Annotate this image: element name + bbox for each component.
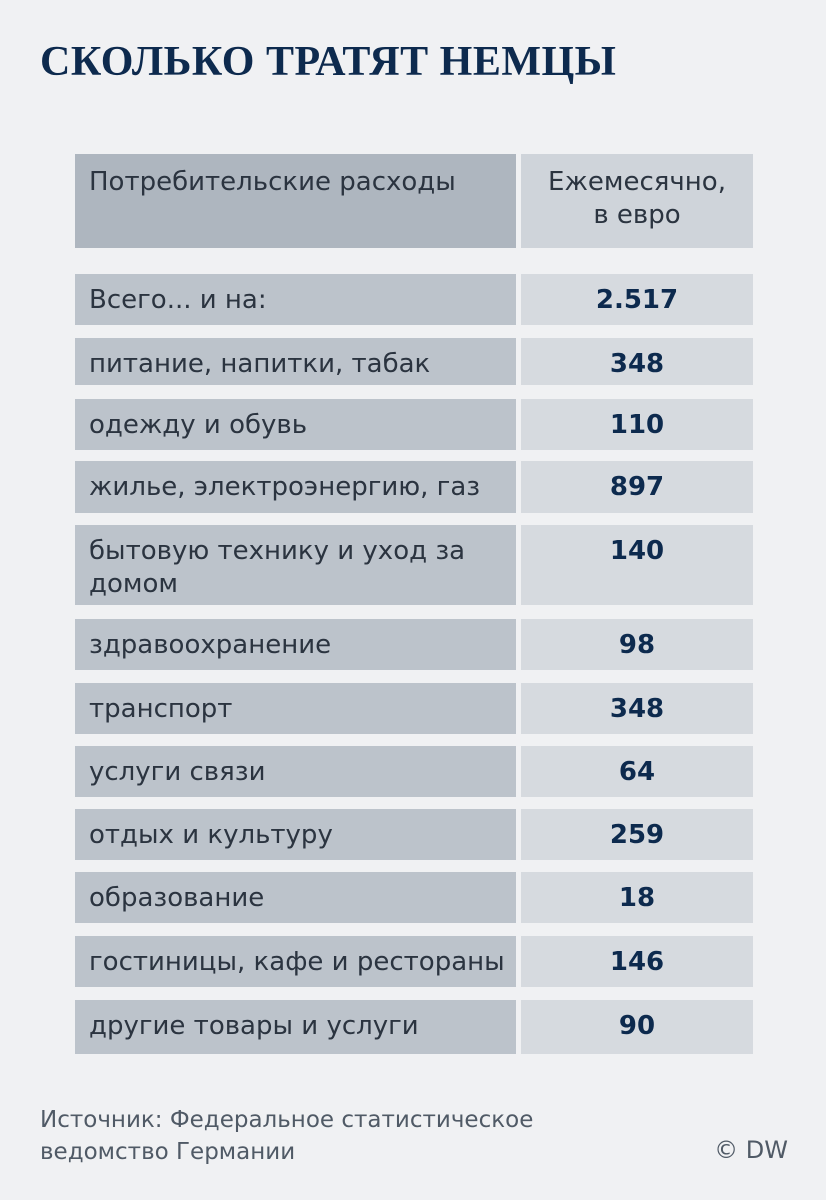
table-row xyxy=(75,619,753,670)
header-value-line-1: Ежемесячно, xyxy=(548,167,726,197)
value-cell xyxy=(521,338,753,385)
value-label: 2.517 xyxy=(595,285,679,315)
value-label: 18 xyxy=(618,883,656,913)
value-label: 140 xyxy=(609,536,665,566)
value-label: 98 xyxy=(618,630,656,660)
category-cell xyxy=(75,274,516,325)
value-label: 897 xyxy=(609,472,665,502)
copyright: © DW xyxy=(714,1136,788,1164)
category-label: жилье, электроэнергию, газ xyxy=(89,472,481,502)
value-cell xyxy=(521,461,753,513)
table-row xyxy=(75,274,753,325)
category-cell xyxy=(75,872,516,923)
header-category-cell xyxy=(75,154,516,248)
category-cell xyxy=(75,399,516,450)
table-row xyxy=(75,399,753,450)
value-label: 64 xyxy=(618,757,656,787)
category-cell xyxy=(75,683,516,734)
category-label: услуги связи xyxy=(89,757,266,787)
source-note: Источник: Федеральное статистическое ведомство Германии xyxy=(40,1107,534,1165)
table-row xyxy=(75,525,753,605)
table-row xyxy=(75,1000,753,1054)
value-cell xyxy=(521,274,753,325)
value-cell xyxy=(521,525,753,605)
category-label: Всего... и на: xyxy=(89,285,267,315)
page-title: СКОЛЬКО ТРАТЯТ НЕМЦЫ xyxy=(40,39,617,85)
table-row xyxy=(75,338,753,385)
category-cell xyxy=(75,525,516,605)
value-cell xyxy=(521,872,753,923)
header-value-cell xyxy=(521,154,753,248)
value-label: 259 xyxy=(609,820,665,850)
category-cell xyxy=(75,1000,516,1054)
category-cell xyxy=(75,809,516,860)
header-value-label xyxy=(521,154,753,232)
value-cell xyxy=(521,746,753,797)
category-cell xyxy=(75,619,516,670)
category-label: бытовую технику и уход за домом xyxy=(89,536,466,599)
value-label: 348 xyxy=(609,694,665,724)
header-category-label: Потребительские расходы xyxy=(89,167,456,197)
category-cell xyxy=(75,936,516,987)
value-cell xyxy=(521,936,753,987)
table-row xyxy=(75,746,753,797)
category-label: гостиницы, кафе и рестораны xyxy=(89,947,505,977)
category-label: другие товары и услуги xyxy=(89,1011,419,1041)
category-label: транспорт xyxy=(89,694,233,724)
value-cell xyxy=(521,809,753,860)
table-row xyxy=(75,809,753,860)
category-cell xyxy=(75,746,516,797)
category-label: здравоохранение xyxy=(89,630,332,660)
category-label: отдых и культуру xyxy=(89,820,333,850)
header-value-line-2: в евро xyxy=(593,200,681,230)
value-cell xyxy=(521,1000,753,1054)
table-header xyxy=(75,154,753,248)
table-row xyxy=(75,461,753,513)
category-label: одежду и обувь xyxy=(89,410,308,440)
category-label: питание, напитки, табак xyxy=(89,349,431,379)
table-row xyxy=(75,936,753,987)
category-cell xyxy=(75,338,516,385)
table-row xyxy=(75,683,753,734)
category-label: образование xyxy=(89,883,265,913)
table-row xyxy=(75,872,753,923)
value-cell xyxy=(521,399,753,450)
value-cell xyxy=(521,619,753,670)
value-label: 146 xyxy=(609,947,665,977)
category-cell xyxy=(75,461,516,513)
value-label: 110 xyxy=(609,410,665,440)
value-label: 90 xyxy=(618,1011,656,1041)
value-label: 348 xyxy=(609,349,665,379)
value-cell xyxy=(521,683,753,734)
